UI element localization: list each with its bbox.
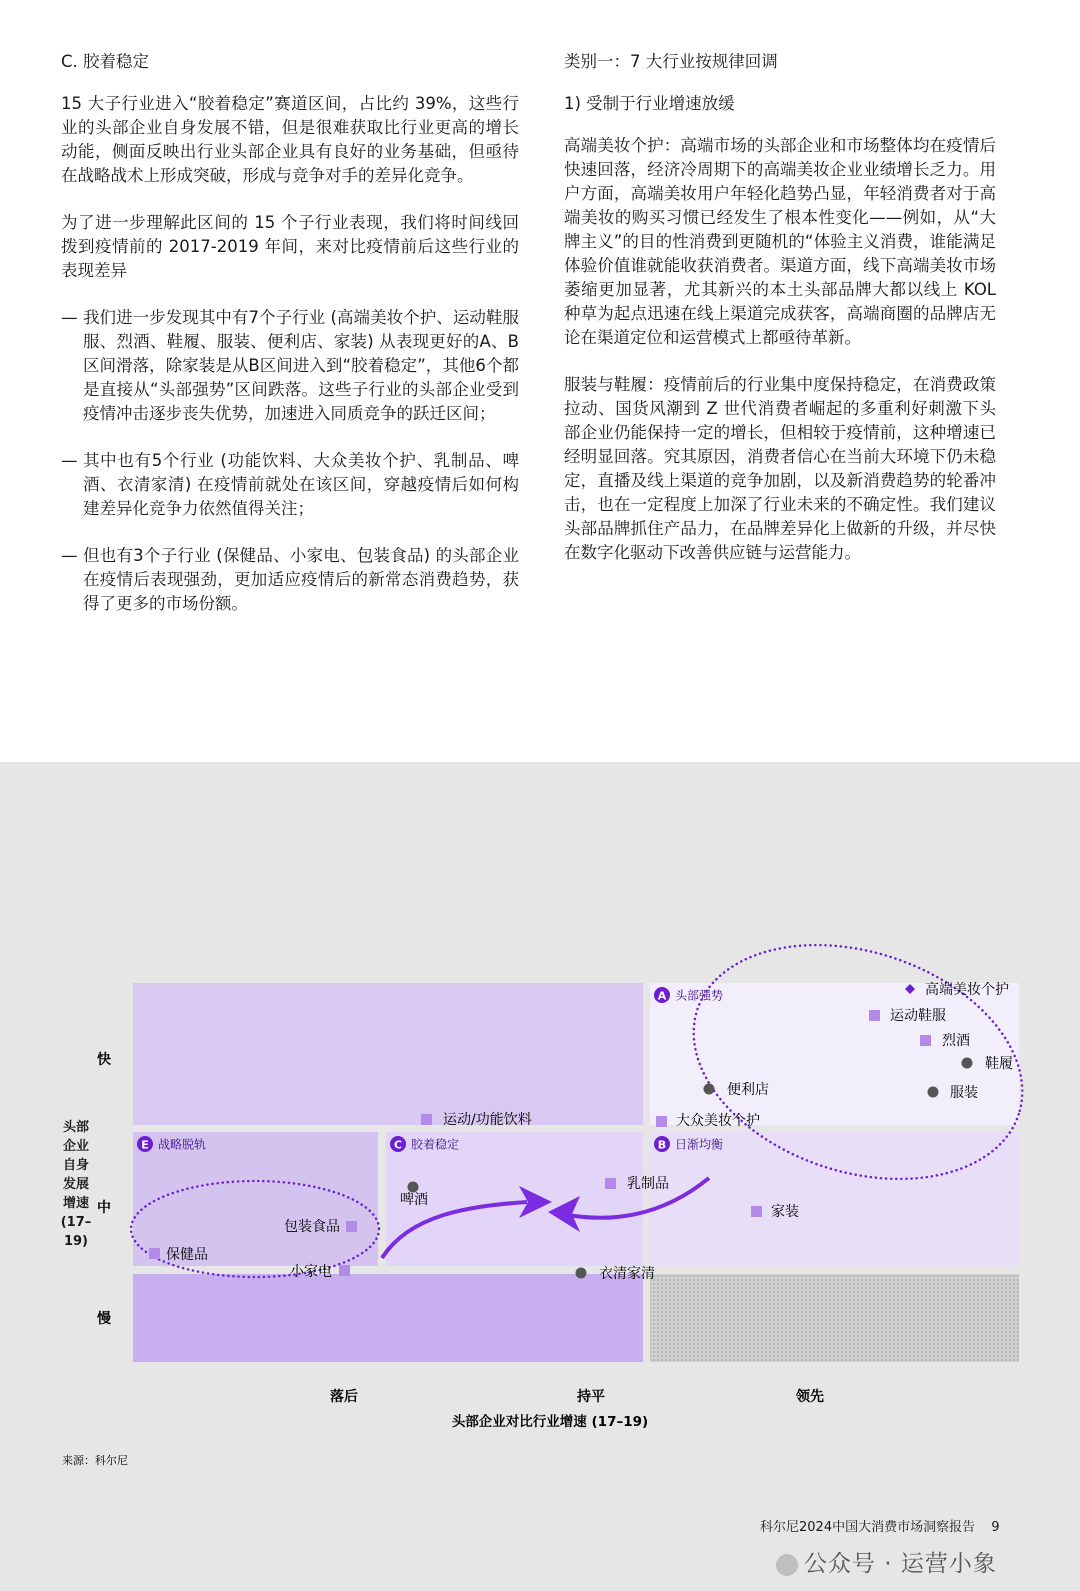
bullet-dash: — (61, 546, 78, 565)
zone-b-cell (650, 1132, 1019, 1266)
list-item: — 但也有3个子行业 (保健品、小家电、包装食品) 的头部企业在疫情后表现强劲，更加适应疫情后的新常态消费趋势，获得了更多的市场份额。 (61, 546, 519, 613)
svg-text:便利店: 便利店 (727, 1082, 769, 1098)
bullet-dash: — (61, 308, 78, 327)
zone-name: 胶着稳定 (411, 1137, 460, 1152)
svg-text:高端美妆个护: 高端美妆个护 (925, 982, 1009, 998)
svg-text:啤酒: 啤酒 (400, 1192, 428, 1208)
svg-text:运动鞋服: 运动鞋服 (890, 1008, 946, 1024)
cell-slow-behind-flat (133, 1274, 643, 1362)
beauty-paragraph: 高端美妆个护：高端市场的头部企业和市场整体均在疫情后快速回落，经济冷周期下的高端美妆企业业绩增长乏力。用户方面，高端美妆用户年轻化趋势凸显，年轻消费者对于高端美妆的购买习惯已经发生了根本性变化——例如，从“大牌主义”的目的性消费到更随机的“体验主义消费，谁能满足体验价值谁就能收获消费者。渠道方面，线下高端美妆市场萎缩更加显著，尤其新兴的本土头部品牌大都以线上 KOL 种草为起点迅速在线上渠道完成获客，高端商圈的品牌店无论在渠道定位和运营模式上都亟待革新。 (564, 136, 996, 347)
intro-paragraph: 15 大子行业进入“胶着稳定”赛道区间，占比约 39%，这些行业的头部企业自身发展不错，但是很难获取比行业更高的增长动能，侧面反映出行业头部企业具有良好的业务基础，但亟待在战略战术上形成突破，形成与竞争对手的差异化竞争。 (61, 94, 519, 185)
zone-letter: E (141, 1138, 149, 1152)
svg-text:保健品: 保健品 (166, 1247, 208, 1263)
zone-name: 日渐均衡 (675, 1137, 724, 1152)
left-column (61, 50, 519, 639)
x-axis-title: 头部企业对比行业增速 (17–19) (451, 1414, 649, 1430)
zone-label-b (654, 1136, 723, 1152)
sub-heading: 1) 受制于行业增速放缓 (564, 94, 735, 113)
apparel-paragraph: 服装与鞋履：疫情前后的行业集中度保持稳定，在消费政策拉动、国货风潮到 Z 世代消费者崛起的多重利好刺激下头部企业仍能保持一定的增长，但相较于疫情前，这种增速已经明显回落。究其原因，消费者信心在当前大环境下仍未稳定，直播及线上渠道的竞争加剧，以及新消费趋势的轮番冲击，也在一定程度上加深了行业未来的不确定性。我们建议头部品牌抓住产品力，在品牌差异化上做新的升级，并尽快在数字化驱动下改善供应链与运营能力。 (564, 375, 996, 562)
context-paragraph: 为了进一步理解此区间的 15 个子行业表现，我们将时间线回拨到疫情前的 2017-2019 年间，来对比疫情前后这些行业的表现差异 (61, 213, 519, 280)
zone-a-cell (650, 983, 1019, 1125)
y-tick-mid: 中 (97, 1200, 111, 1216)
cell-fast-behind-flat (133, 983, 643, 1125)
svg-text:烈酒: 烈酒 (942, 1033, 970, 1049)
category-heading: 类别一：7 大行业按规律回调 (564, 52, 778, 71)
svg-text:衣清家清: 衣清家清 (599, 1266, 655, 1282)
zone-letter: B (657, 1138, 667, 1152)
watermark-text: 公众号 · 运营小象 (804, 1551, 997, 1577)
watermark (776, 1545, 997, 1578)
zone-e-cell (133, 1132, 378, 1266)
chart-source: 来源：科尔尼 (62, 1454, 128, 1467)
y-tick-slow: 慢 (97, 1311, 111, 1327)
y-axis-title: 头部企业自身发展增速 (17–19) (60, 1120, 92, 1249)
wechat-icon (776, 1554, 798, 1576)
bullet-dash: — (61, 451, 78, 470)
list-item: — 我们进一步发现其中有7个子行业 (高端美妆个护、运动鞋服服、烈酒、鞋履、服装、便利店、家装) 从表现更好的A、B区间滑落，除家装是从B区间进入到“胶着稳定”，其他6个都是直接从“头部强势”区间跌落。这些子行业的头部企业受到疫情冲击逐步丧失优势，加速进入同质竞争的跃迁区间； (61, 308, 519, 423)
page-footer (760, 1516, 1000, 1535)
x-tick-flat: 持平 (577, 1389, 605, 1405)
cell-slow-lead (650, 1274, 1019, 1362)
list-item: — 其中也有5个行业 (功能饮料、大众美妆个护、乳制品、啤酒、衣清家清) 在疫情前就处在该区间，穿越疫情后如何构建差异化竞争力依然值得关注； (61, 451, 519, 518)
zone-letter: C (393, 1138, 403, 1152)
svg-text:大众美妆个护: 大众美妆个护 (676, 1113, 760, 1129)
svg-text:小家电: 小家电 (290, 1264, 332, 1280)
svg-text:运动/功能饮料: 运动/功能饮料 (443, 1112, 532, 1128)
zone-letter: A (657, 989, 667, 1003)
x-tick-lead: 领先 (796, 1389, 824, 1405)
zone-name: 头部强势 (675, 988, 724, 1003)
zone-name: 战略脱轨 (158, 1137, 207, 1152)
page-number: 9 (991, 1520, 1000, 1535)
svg-text:家装: 家装 (771, 1204, 799, 1220)
zone-label-e (137, 1136, 206, 1152)
right-column (564, 50, 996, 588)
zone-label-c (390, 1136, 459, 1152)
matrix-chart (0, 762, 1080, 1591)
x-tick-behind: 落后 (330, 1389, 358, 1405)
svg-text:乳制品: 乳制品 (627, 1176, 669, 1192)
zone-label-a (654, 987, 723, 1003)
report-title: 科尔尼2024中国大消费市场洞察报告 (760, 1520, 976, 1535)
svg-text:鞋履: 鞋履 (985, 1056, 1013, 1072)
y-tick-fast: 快 (97, 1052, 111, 1068)
svg-text:包装食品: 包装食品 (284, 1219, 340, 1235)
findings-list (61, 306, 519, 616)
svg-text:服装: 服装 (950, 1085, 978, 1101)
section-heading: C. 胶着稳定 (61, 52, 150, 71)
